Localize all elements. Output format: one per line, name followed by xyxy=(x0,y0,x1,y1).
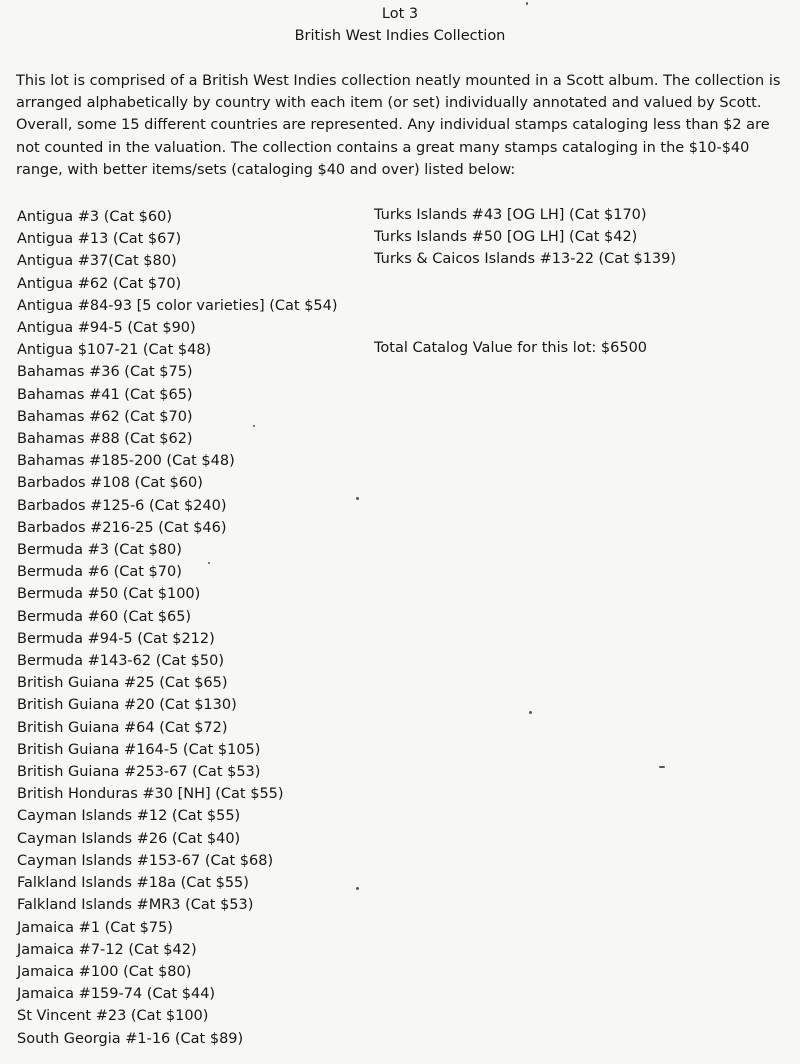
scan-speck xyxy=(253,425,255,427)
stamp-item: Cayman Islands #12 (Cat $55) xyxy=(17,808,241,825)
stamp-item: Antigua #37(Cat $80) xyxy=(17,253,177,270)
scan-speck xyxy=(659,766,665,768)
stamp-item: Cayman Islands #26 (Cat $40) xyxy=(17,830,241,847)
lot-number: Lot 3 xyxy=(381,6,419,22)
stamp-item: Turks Islands #50 [OG LH] (Cat $42) xyxy=(374,229,638,246)
stamp-item: British Guiana #64 (Cat $72) xyxy=(17,719,228,736)
stamp-item: Falkland Islands #18a (Cat $55) xyxy=(17,875,249,892)
stamp-item: Jamaica #1 (Cat $75) xyxy=(17,919,173,936)
stamp-item: Bermuda #94-5 (Cat $212) xyxy=(17,630,215,647)
stamp-item: Bermuda #6 (Cat $70) xyxy=(17,564,182,581)
stamp-item: Antigua #84-93 [5 color varieties] (Cat $54) xyxy=(17,297,338,314)
stamp-item: Bermuda #143-62 (Cat $50) xyxy=(17,653,225,670)
stamp-item: Antigua #94-5 (Cat $90) xyxy=(17,320,196,337)
stamp-item: South Georgia #1-16 (Cat $89) xyxy=(17,1030,244,1047)
stamp-item: British Guiana #164-5 (Cat $105) xyxy=(17,741,261,758)
stamp-item: British Guiana #20 (Cat $130) xyxy=(17,697,237,714)
scan-speck xyxy=(208,562,210,564)
total-catalog-value: Total Catalog Value for this lot: $6500 xyxy=(374,340,648,356)
stamp-item: Bermuda #60 (Cat $65) xyxy=(17,608,192,625)
stamp-item: Barbados #125-6 (Cat $240) xyxy=(17,497,227,514)
stamp-item: British Guiana #25 (Cat $65) xyxy=(17,675,228,692)
stamp-item: Bahamas #41 (Cat $65) xyxy=(17,386,193,403)
scan-speck xyxy=(529,711,532,714)
stamp-item: Antigua #62 (Cat $70) xyxy=(17,275,182,292)
scan-speck xyxy=(356,887,359,890)
scan-speck xyxy=(526,2,528,5)
stamp-item: Jamaica #159-74 (Cat $44) xyxy=(17,986,216,1003)
stamp-item: Bahamas #88 (Cat $62) xyxy=(17,431,193,448)
stamp-item: Barbados #216-25 (Cat $46) xyxy=(17,519,227,536)
stamp-item: Bahamas #185-200 (Cat $48) xyxy=(17,453,235,470)
stamp-item: Antigua #3 (Cat $60) xyxy=(17,209,172,225)
stamp-item: British Guiana #253-67 (Cat $53) xyxy=(17,764,261,781)
stamp-item: Cayman Islands #153-67 (Cat $68) xyxy=(17,852,274,869)
stamp-item: Barbados #108 (Cat $60) xyxy=(17,475,203,492)
stamp-item: Antigua $107-21 (Cat $48) xyxy=(17,342,212,359)
stamp-item: Bermuda #50 (Cat $100) xyxy=(17,586,201,603)
stamp-item: Jamaica #100 (Cat $80) xyxy=(17,963,192,980)
stamp-item: Bermuda #3 (Cat $80) xyxy=(17,542,182,559)
stamp-item: Turks Islands #43 [OG LH] (Cat $170) xyxy=(374,207,647,223)
stamp-item: Bahamas #62 (Cat $70) xyxy=(17,408,193,425)
stamp-item: St Vincent #23 (Cat $100) xyxy=(17,1008,209,1025)
stamp-item: British Honduras #30 [NH] (Cat $55) xyxy=(17,786,284,803)
scan-speck xyxy=(356,497,359,500)
stamp-item: Turks & Caicos Islands #13-22 (Cat $139) xyxy=(374,251,677,268)
right-item-list xyxy=(374,204,676,271)
collection-title: British West Indies Collection xyxy=(294,28,506,44)
stamp-item: Falkland Islands #MR3 (Cat $53) xyxy=(17,897,254,914)
stamp-item: Bahamas #36 (Cat $75) xyxy=(17,364,193,381)
intro-paragraph: This lot is comprised of a British West Indies collection neatly mounted in a Scott album. The collection is arranged alphabetically by country with each item (or set) individually annotated and valued by Scott. Overall, some 15 different countries are represented. Any individual stamps cataloging less than $2 are not counted in the valuation. The collection contains a great many stamps cataloging in the $10-$40 range, with better items/sets (cataloging $40 and over) listed below: xyxy=(16,73,781,178)
stamp-item: Antigua #13 (Cat $67) xyxy=(17,231,182,248)
left-item-list xyxy=(17,206,338,1050)
stamp-item: Jamaica #7-12 (Cat $42) xyxy=(17,941,197,958)
